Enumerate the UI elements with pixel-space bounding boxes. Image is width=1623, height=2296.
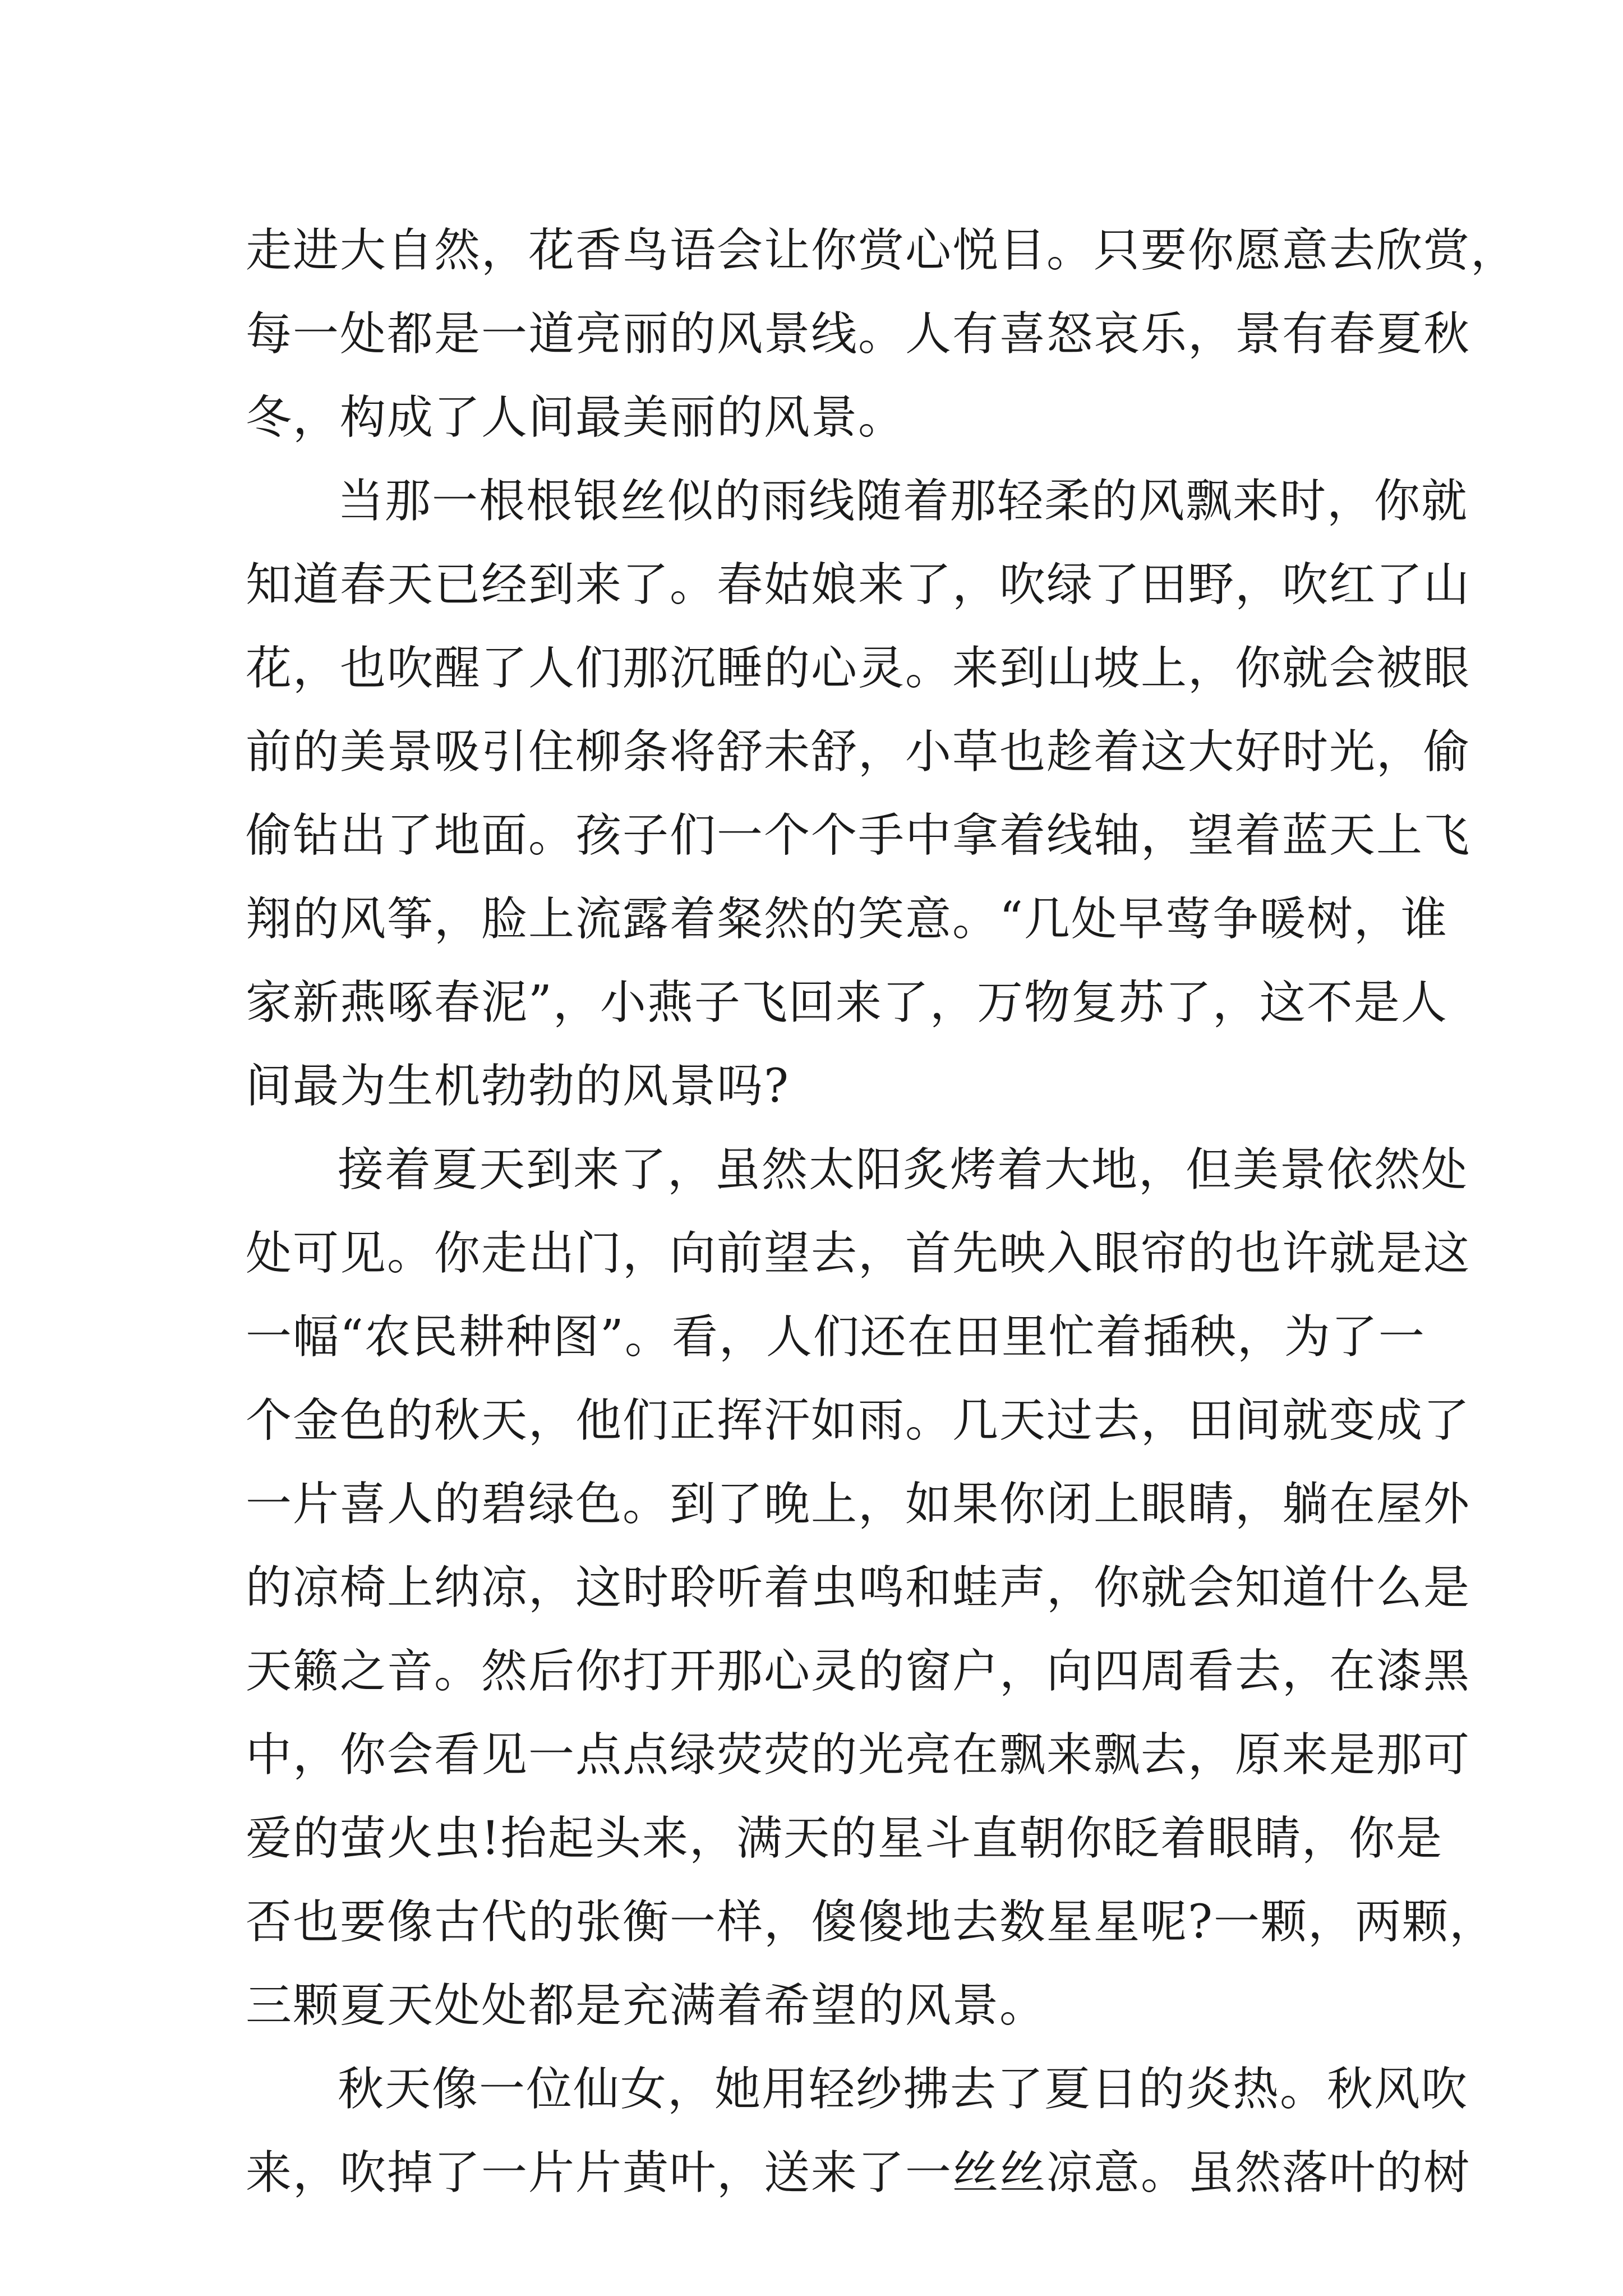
text-line: 中，你会看见一点点绿荧荧的光亮在飘来飘去，原来是那可 [246, 1728, 1471, 1782]
text-line: 花，也吹醒了人们那沉睡的心灵。来到山坡上，你就会被眼 [246, 642, 1471, 695]
text-line: 处可见。你走出门，向前望去，首先映入眼帘的也许就是这 [246, 1227, 1471, 1280]
text-line: 知道春天已经到来了。春姑娘来了，吹绿了田野，吹红了山 [246, 558, 1471, 611]
text-line: 偷钻出了地面。孩子们一个个手中拿着线轴，望着蓝天上飞 [246, 809, 1471, 862]
document-body [246, 209, 1518, 2215]
text-line: 接着夏天到来了，虽然太阳炙烤着大地，但美景依然处 [338, 1143, 1469, 1197]
text-line: 爱的萤火虫!抬起头来，满天的星斗直朝你眨着眼睛，你是 [246, 1812, 1443, 1865]
text-line: 翔的风筝，脸上流露着粲然的笑意。“几处早莺争暖树，谁 [246, 892, 1448, 946]
paragraph-autumn [246, 2047, 1471, 2215]
text-line: 一片喜人的碧绿色。到了晚上，如果你闭上眼睛，躺在屋外 [246, 1478, 1471, 1531]
text-line: 秋天像一位仙女，她用轻纱拂去了夏日的炎热。秋风吹 [338, 2063, 1469, 2116]
paragraph-intro [246, 209, 1518, 459]
text-line: 前的美景吸引住柳条将舒未舒，小草也趁着这大好时光，偷 [246, 725, 1471, 779]
text-line: 家新燕啄春泥”，小燕子飞回来了，万物复苏了，这不是人 [246, 976, 1448, 1029]
text-line: 否也要像古代的张衡一样，傻傻地去数星星呢?一颗，两颗， [246, 1895, 1496, 1949]
paragraph-spring [246, 459, 1471, 1128]
paragraph-summer [246, 1128, 1496, 2047]
text-line: 天籁之音。然后你打开那心灵的窗户，向四周看去，在漆黑 [246, 1645, 1471, 1698]
text-line: 的凉椅上纳凉，这时聆听着虫鸣和蛙声，你就会知道什么是 [246, 1561, 1471, 1614]
text-line: 走进大自然，花香鸟语会让你赏心悦目。只要你愿意去欣赏， [246, 224, 1518, 277]
text-line: 冬，构成了人间最美丽的风景。 [246, 391, 906, 444]
text-line: 一幅“农民耕种图”。看，人们还在田里忙着插秧，为了一 [246, 1310, 1426, 1364]
text-line: 每一处都是一道亮丽的风景线。人有喜怒哀乐，景有春夏秋 [246, 307, 1471, 361]
text-line: 当那一根根银丝似的雨线随着那轻柔的风飘来时，你就 [338, 475, 1469, 528]
text-line: 三颗夏天处处都是充满着希望的风景。 [246, 1979, 1047, 2032]
text-line: 个金色的秋天，他们正挥汗如雨。几天过去，田间就变成了 [246, 1394, 1471, 1447]
text-line: 间最为生机勃勃的风景吗? [246, 1060, 790, 1113]
text-line: 来，吹掉了一片片黄叶，送来了一丝丝凉意。虽然落叶的树 [246, 2146, 1471, 2200]
